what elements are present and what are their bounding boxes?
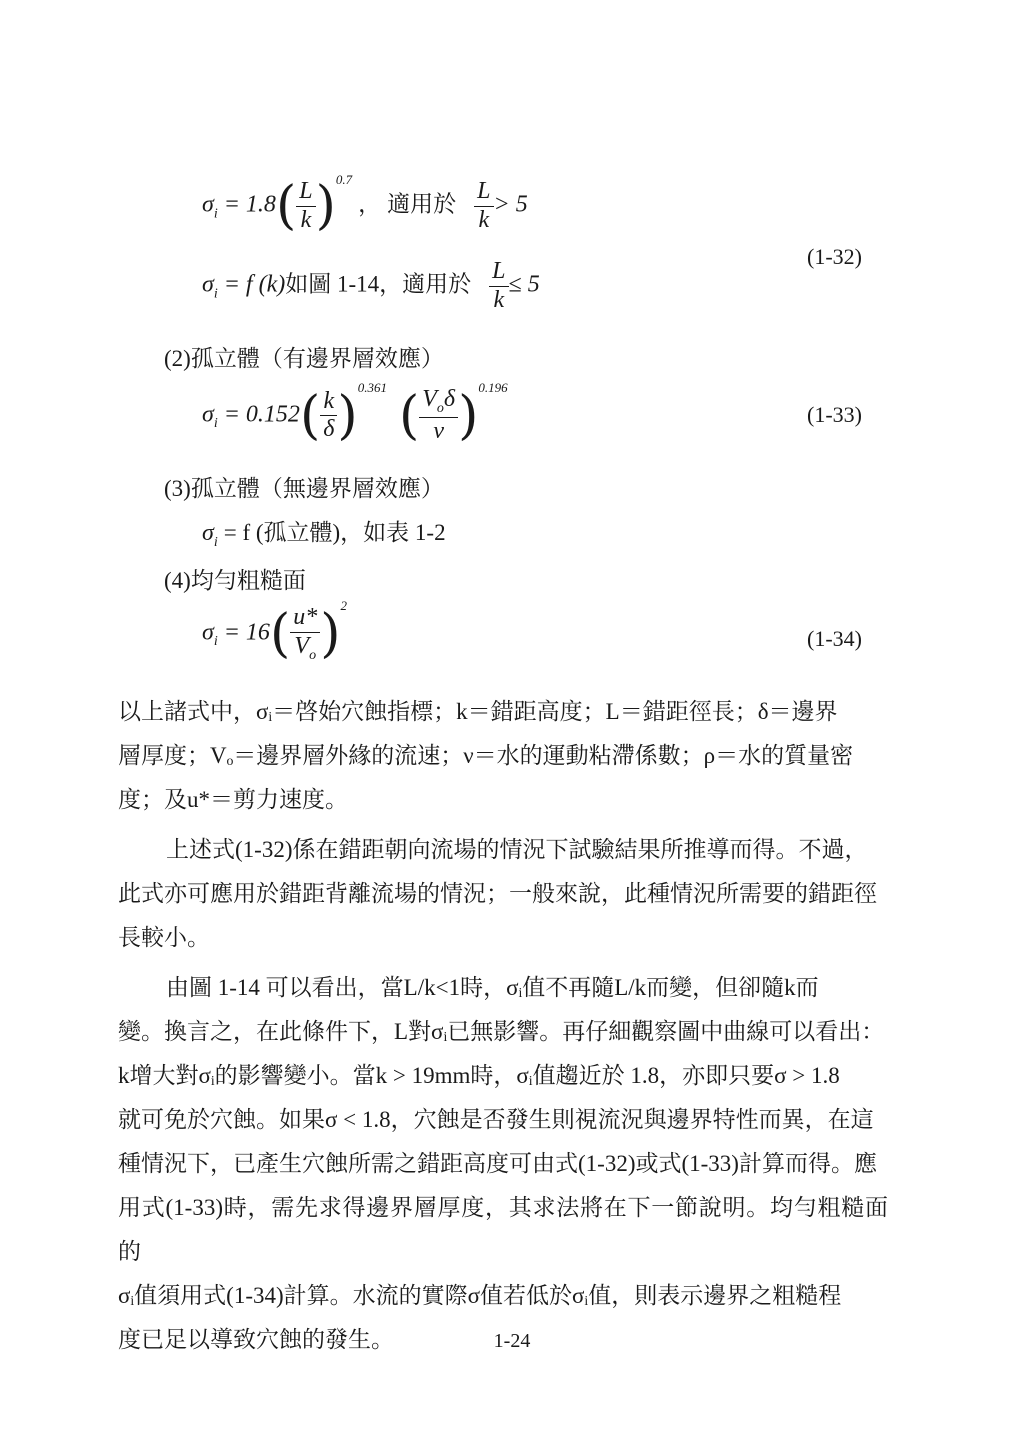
frac-num: L [299,178,313,204]
cond-den: k [478,206,490,233]
text-line: 種情況下，已產生穴蝕所需之錯距高度可由式(1-32)或式(1-33)計算而得。應 [118,1151,877,1176]
frac-den-sub: o [309,647,317,663]
paren-right: ) [315,176,336,237]
text-line: 由圖 1-14 可以看出，當L/k<1時，σᵢ值不再隨L/k而變，但卻隨k而 [166,975,819,1000]
eq-coef: = 16 [223,619,270,646]
frac-den [290,633,320,664]
eq-text: 如圖 1-14，適用於 [285,271,472,297]
equation-1-33 [202,380,508,446]
paren-left: ( [269,603,291,664]
eq-lhs: σ [202,520,214,546]
eq-coef: = 1.8 [223,191,276,218]
eq-lhs: σ [202,401,214,428]
paren-left: ( [299,385,321,446]
paren-right: ) [320,603,341,664]
text-line: 層厚度；Vₒ＝邊界層外緣的流速；ν＝水的運動粘滯係數；ρ＝水的質量密 [118,743,854,768]
condition-relation: > 5 [493,191,528,218]
text-line: 用式(1-33)時，需先求得邊界層厚度，其求法將在下一節說明。均勻粗糙面的 [118,1195,888,1264]
frac-num-v: V [422,386,437,412]
frac-den: k [300,206,312,233]
paren-right: ) [458,385,479,446]
heading-isolated-without-bl: (3)孤立體（無邊界層效應） [164,476,444,501]
paren-left: ( [275,176,297,237]
exponent-2: 0.196 [478,380,508,395]
heading-uniform-rough: (4)均勻粗糙面 [164,568,306,593]
cond-num: L [492,258,506,284]
eq-rhs: = f (孤立體)，如表 1-2 [223,520,446,545]
eq-lhs-sub: i [213,416,218,432]
condition-text: 適用於 [387,191,457,217]
condition-fraction [489,258,508,314]
cond-den: k [493,286,505,313]
cond-num: L [477,178,491,204]
fraction [296,178,315,234]
paren-left: ( [398,385,420,446]
equation-number: (1-32) [807,244,862,269]
eq-rhs: = f (k) [223,271,286,298]
frac-den: ν [433,417,444,444]
eq-lhs: σ [202,271,214,298]
equation-1-32b [202,258,540,314]
eq-lhs-sub: i [213,206,218,222]
equation-1-34 [202,598,348,664]
equation-number: (1-34) [807,626,862,651]
fraction [290,604,320,663]
text-line: 變。換言之，在此條件下，L對σᵢ已無影響。再仔細觀察圖中曲線可以看出： [118,1019,885,1044]
frac-den: δ [323,416,335,443]
exponent: 0.7 [335,172,353,187]
comma: ， [358,191,382,217]
paragraph-symbol-definitions [118,690,888,822]
heading-isolated-with-bl: (2)孤立體（有邊界層效應） [164,346,444,371]
eq-coef: = 0.152 [223,401,300,428]
page-number: 1-24 [493,1330,531,1352]
text-line: σᵢ值須用式(1-34)計算。水流的實際σ值若低於σᵢ值，則表示邊界之粗糙程 [118,1283,842,1308]
exponent: 2 [340,598,348,613]
text-line: 度已足以導致穴蝕的發生。 [118,1327,394,1352]
frac-num: k [323,387,335,414]
frac-num [419,386,458,417]
text-line: 度；及u*＝剪力速度。 [118,787,348,812]
eq-lhs-sub: i [213,634,218,650]
exponent-1: 0.361 [357,380,387,395]
text-line: 就可免於穴蝕。如果σ < 1.8，穴蝕是否發生則視流況與邊界特性而異，在這 [118,1107,874,1132]
text-line: 上述式(1-32)係在錯距朝向流場的情況下試驗結果所推導而得。不過， [166,837,868,862]
fraction-1 [320,388,337,444]
condition-relation: ≤ 5 [508,271,540,298]
frac-num: u* [293,604,318,630]
frac-num-delta: δ [443,386,456,412]
condition-fraction [474,178,493,234]
eq-lhs: σ [202,619,214,646]
text-line: 此式亦可應用於錯距背離流場的情況；一般來說，此種情況所需要的錯距徑 [118,881,877,906]
equation-number: (1-33) [807,402,862,427]
eq-lhs-sub: i [213,534,218,550]
paragraph-figure-analysis [118,966,888,1362]
frac-num-sub: o [436,400,444,416]
paren-right: ) [337,385,358,446]
eq-lhs: σ [202,191,214,218]
eq-lhs-sub: i [213,286,218,302]
text-line: 長較小。 [118,925,210,950]
fraction-2 [419,386,458,445]
equation-1-32a [202,172,528,237]
paragraph-1-32-applicability [118,828,888,960]
text-line: k增大對σᵢ的影響變小。當k > 19mm時，σᵢ值趨近於 1.8，亦即只要σ > 1.8 [118,1063,840,1088]
text-line: 以上諸式中，σᵢ＝啓始穴蝕指標；k＝錯距高度；L＝錯距徑長；δ＝邊界 [118,699,838,724]
equation-isolated [202,514,446,551]
frac-den-v: V [294,632,310,659]
